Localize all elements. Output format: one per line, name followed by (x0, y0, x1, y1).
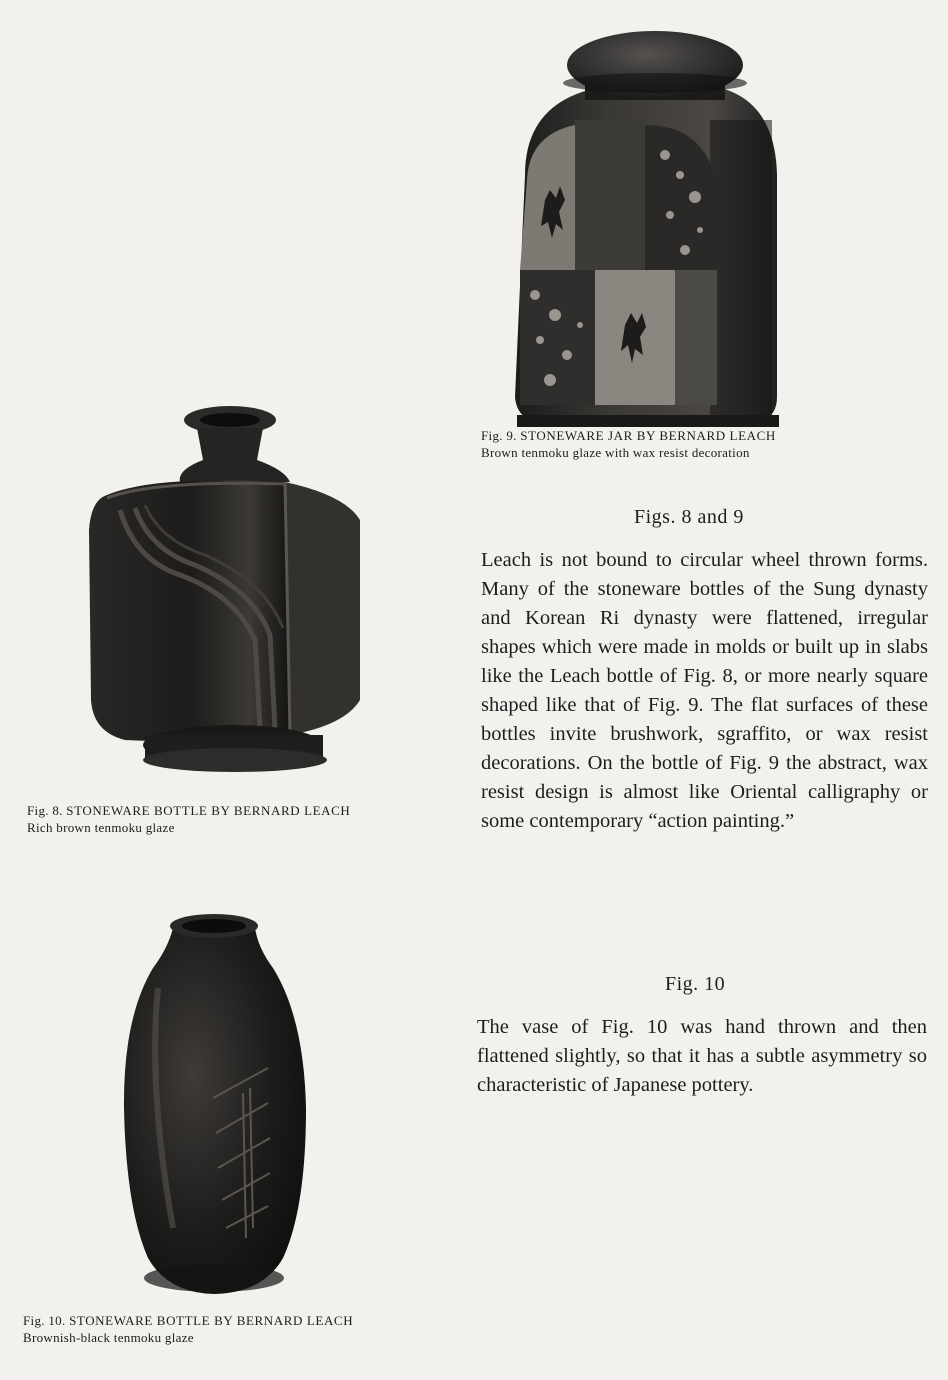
fig9-subtitle: Brown tenmoku glaze with wax resist decoration (481, 445, 750, 460)
fig10-subtitle: Brownish-black tenmoku glaze (23, 1330, 194, 1345)
section-body-fig-10: The vase of Fig. 10 was hand thrown and then flattened slightly, so that it has a subtle asymmetry so characteristic of Japanese pottery. (477, 1016, 927, 1096)
section-heading-figs-8-9: Figs. 8 and 9 (634, 506, 744, 528)
fig9-jar-photo (505, 25, 785, 430)
fig8-label: Fig. 8. (27, 803, 63, 818)
fig10-caption (23, 1312, 353, 1346)
fig9-title: STONEWARE JAR BY BERNARD LEACH (520, 428, 776, 443)
fig8-title: STONEWARE BOTTLE BY BERNARD LEACH (66, 803, 351, 818)
fig8-subtitle: Rich brown tenmoku glaze (27, 820, 175, 835)
fig9-label: Fig. 9. (481, 428, 517, 443)
fig9-caption (481, 427, 776, 461)
fig8-caption (27, 802, 350, 836)
fig10-label: Fig. 10. (23, 1313, 66, 1328)
fig10-vase-photo (118, 908, 310, 1298)
section-heading-fig-10: Fig. 10 (665, 973, 726, 995)
section-body-figs-8-9: Leach is not bound to circular wheel thrown forms. Many of the stoneware bottles of the Sung dynasty and Korean Ri dynasty were flattened, irregular shapes which were made in molds or built up in slabs like the Leach bottle of Fig. 8, or more nearly square shaped like that of Fig. 9. The flat surfaces of these bottles invite brushwork, sgraffito, or wax resist decorations. On the bottle of Fig. 9 the abstract, wax resist design is almost like Oriental calligraphy or some contemporary “action painting.” (481, 549, 928, 832)
fig8-bottle-photo (85, 400, 395, 785)
fig10-title: STONEWARE BOTTLE BY BERNARD LEACH (69, 1313, 354, 1328)
